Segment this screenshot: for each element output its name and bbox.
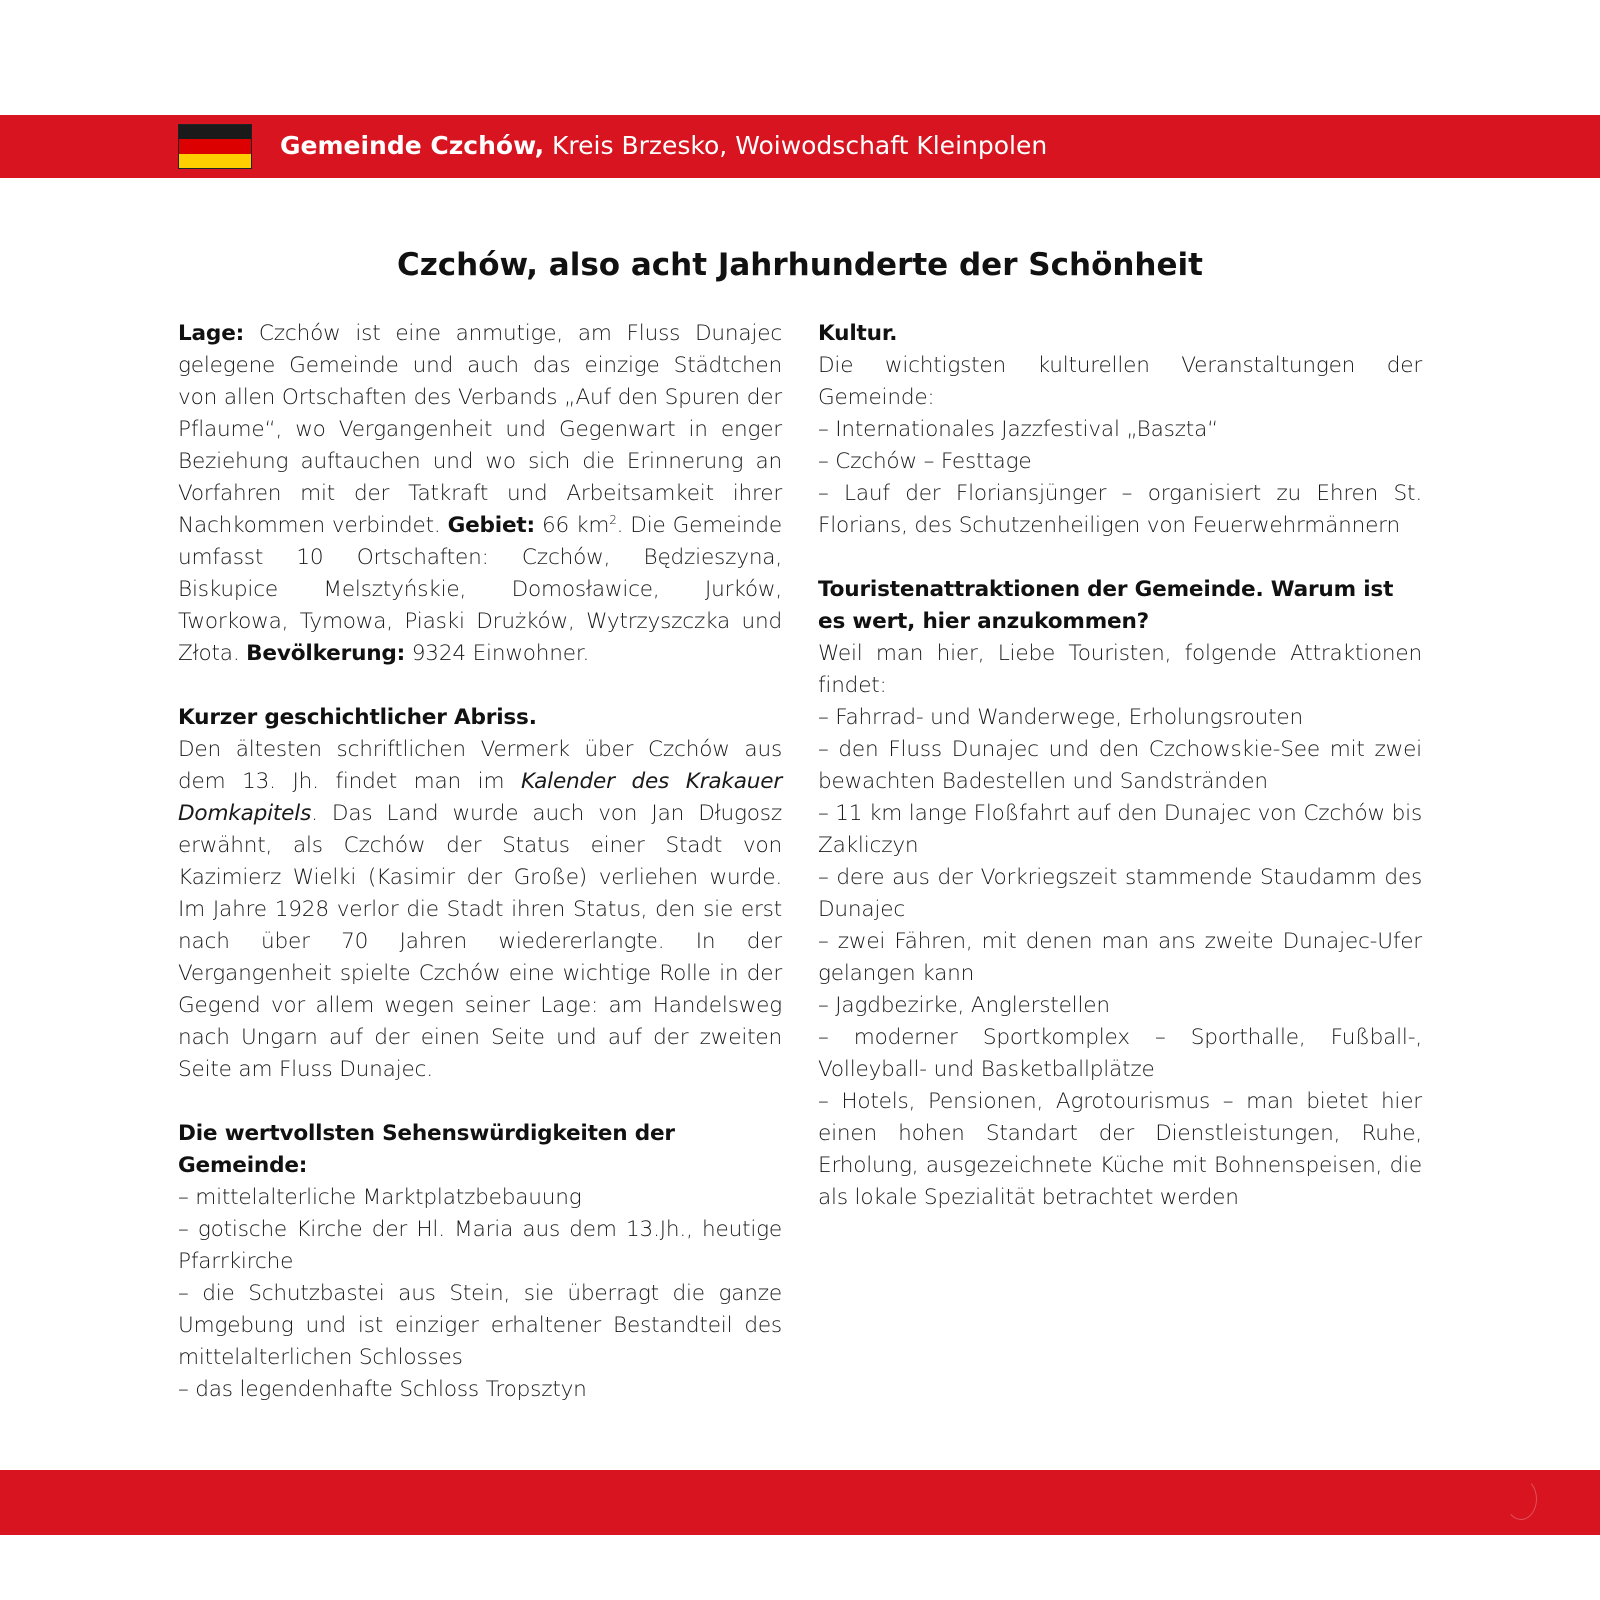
gebiet-superscript: 2	[609, 512, 617, 527]
history-italic-title: Kalender des Krakauer Domkapitels	[178, 769, 783, 826]
gebiet-value: 66 km	[535, 513, 610, 538]
list-item: – dere aus der Vorkriegszeit stammende Staudamm des Dunajec	[818, 865, 1422, 922]
header-municipality: Gemeinde Czchów,	[280, 131, 545, 160]
header-title	[280, 128, 1047, 164]
list-item: – das legendenhafte Schloss Tropsztyn	[178, 1377, 587, 1402]
gebiet-text: . Die Gemeinde umfasst 10 Ortschaften: Czchów, Będzieszyna, Biskupice Melsztyńskie, Domosławice, Jurków, Tworkowa, Tymowa, Piaski Drużków, Wytrzyszczka und Złota.	[178, 513, 782, 666]
attractions-intro: Weil man hier, Liebe Touristen, folgende Attraktionen findet:	[818, 641, 1422, 698]
list-item: – gotische Kirche der Hl. Maria aus dem 13.Jh., heutige Pfarrkirche	[178, 1217, 782, 1274]
history-text-2: . Das Land wurde auch von Jan Długosz erwähnt, als Czchów der Status einer Stadt von Kazimierz Wielki (Kasimir der Große) verliehen wurde. Im Jahre 1928 verlor die Stadt ihren Status, den sie erst nach über 70 Jahren wiedererlangte. In der Vergangenheit spielte Czchów eine wichtige Rolle in der Gegend vor allem wegen seiner Lage: am Handelsweg nach Ungarn auf der einen Seite und auf der zweiten Seite am Fluss Dunajec.	[178, 801, 782, 1082]
right-column	[818, 318, 1422, 1214]
label-lage: Lage:	[178, 321, 245, 346]
list-item: – moderner Sportkomplex – Sporthalle, Fußball-, Volleyball- und Basketballplätze	[818, 1025, 1422, 1082]
footer-band	[0, 1470, 1600, 1535]
left-column	[178, 318, 782, 1406]
sights-list	[178, 1182, 782, 1406]
flag-stripe-gold	[179, 154, 251, 168]
culture-intro: Die wichtigsten kulturellen Veranstaltungen der Gemeinde:	[818, 353, 1422, 410]
location-paragraph	[178, 318, 782, 670]
list-item: – zwei Fähren, mit denen man ans zweite Dunajec-Ufer gelangen kann	[818, 929, 1422, 986]
label-bevoelkerung: Bevölkerung:	[246, 641, 406, 666]
bevoelkerung-value: 9324 Einwohner.	[405, 641, 590, 666]
culture-heading: Kultur.	[818, 321, 898, 346]
list-item: – Fahrrad- und Wanderwege, Erholungsrouten	[818, 705, 1303, 730]
page-curl-mark	[1505, 1478, 1537, 1520]
flag-stripe-black	[179, 125, 251, 139]
attractions-heading: Touristenattraktionen der Gemeinde. Warum ist es wert, hier anzukommen?	[818, 577, 1394, 634]
label-gebiet: Gebiet:	[447, 513, 535, 538]
header-region: Kreis Brzesko, Woiwodschaft Kleinpolen	[544, 131, 1048, 160]
list-item: – Czchów – Festtage	[818, 449, 1032, 474]
spacer	[178, 670, 782, 702]
list-item: – Internationales Jazzfestival „Baszta“	[818, 417, 1219, 442]
page-title: Czchów, also acht Jahrhunderte der Schönheit	[397, 247, 1203, 283]
history-text-1: Den ältesten schriftlichen Vermerk über Czchów aus dem 13. Jh. findet man im	[178, 737, 782, 794]
culture-list	[818, 414, 1422, 542]
spacer	[818, 542, 1422, 574]
spacer	[178, 1086, 782, 1118]
list-item: – Hotels, Pensionen, Agrotourismus – man bietet hier einen hohen Standart der Dienstleistungen, Ruhe, Erholung, ausgezeichnete Küche mit Bohnenspeisen, die als lokale Spezialität betrachtet werden	[818, 1089, 1422, 1210]
list-item: – die Schutzbastei aus Stein, sie überragt die ganze Umgebung und ist einziger erhaltener Bestandteil des mittelalterlichen Schlosses	[178, 1281, 782, 1370]
attractions-list	[818, 702, 1422, 1214]
german-flag-icon	[178, 124, 252, 169]
list-item: – den Fluss Dunajec und den Czchowskie-See mit zwei bewachten Badestellen und Sandstränden	[818, 737, 1422, 794]
list-item: – Jagdbezirke, Anglerstellen	[818, 993, 1110, 1018]
list-item: – mittelalterliche Marktplatzbebauung	[178, 1185, 582, 1210]
history-heading: Kurzer geschichtlicher Abriss.	[178, 705, 537, 730]
history-paragraph	[178, 734, 782, 1086]
list-item: – 11 km lange Floßfahrt auf den Dunajec von Czchów bis Zakliczyn	[818, 801, 1422, 858]
list-item: – Lauf der Floriansjünger – organisiert zu Ehren St. Florians, des Schutzenheiligen von Feuerwehrmännern	[818, 481, 1422, 538]
lage-text: Czchów ist eine anmutige, am Fluss Dunajec gelegene Gemeinde und auch das einzige Städtchen von allen Ortschaften des Verbands „Auf den Spuren der Pflaume“, wo Vergangenheit und Gegenwart in enger Beziehung auftauchen und wo sich die Erinnerung an Vorfahren mit der Tatkraft und Arbeitsamkeit ihrer Nachkommen verbindet.	[178, 321, 782, 538]
sights-heading: Die wertvollsten Sehenswürdigkeiten der Gemeinde:	[178, 1121, 675, 1178]
flag-stripe-red	[179, 139, 251, 153]
